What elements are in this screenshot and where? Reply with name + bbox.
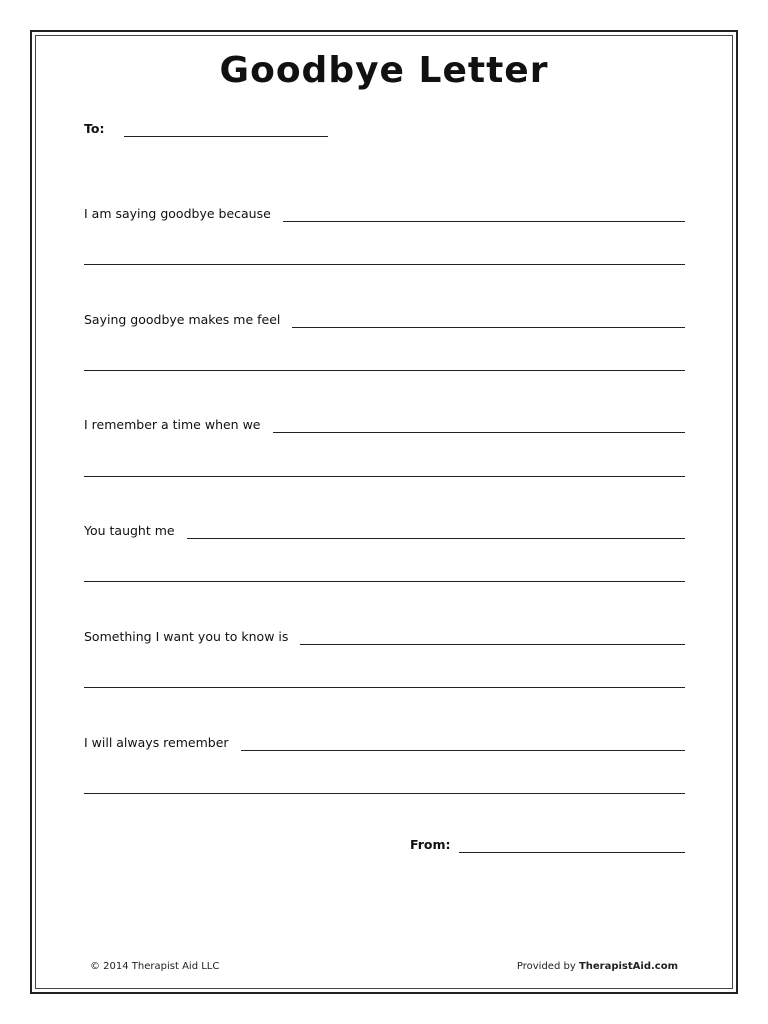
prompt-write-line xyxy=(300,643,685,645)
provided-by-prefix: Provided by xyxy=(516,961,576,972)
prompt-label: I am saying goodbye because xyxy=(84,206,271,221)
prompt-row-always-remember xyxy=(84,736,685,751)
extra-write-line xyxy=(84,370,685,371)
prompt-label: I remember a time when we xyxy=(84,417,261,432)
prompt-write-line xyxy=(273,431,686,433)
from-label: From: xyxy=(410,837,451,852)
prompt-label: You taught me xyxy=(84,523,175,538)
from-write-line xyxy=(459,851,685,853)
prompt-label: Saying goodbye makes me feel xyxy=(84,312,281,327)
extra-write-line xyxy=(84,581,685,582)
copyright-text: © 2014 Therapist Aid LLC xyxy=(90,961,220,972)
prompt-row-you-taught-me xyxy=(84,524,685,539)
prompt-label: I will always remember xyxy=(84,735,229,750)
extra-write-line xyxy=(84,264,685,265)
prompt-row-remember-a-time xyxy=(84,418,685,433)
page-title: Goodbye Letter xyxy=(219,50,549,91)
to-write-line xyxy=(124,135,328,137)
prompt-write-line xyxy=(187,537,685,539)
extra-write-line xyxy=(84,687,685,688)
prompt-row-want-you-to-know xyxy=(84,630,685,645)
prompt-row-saying-goodbye-because xyxy=(84,207,685,222)
prompt-write-line xyxy=(292,326,685,328)
extra-write-line xyxy=(84,793,685,794)
prompt-write-line xyxy=(241,749,685,751)
extra-write-line xyxy=(84,476,685,477)
prompt-label: Something I want you to know is xyxy=(84,629,289,644)
prompt-row-makes-me-feel xyxy=(84,313,685,328)
to-label: To: xyxy=(84,121,105,136)
prompt-write-line xyxy=(283,220,685,222)
provided-by-text xyxy=(517,961,678,972)
from-field xyxy=(410,838,685,853)
to-field xyxy=(84,122,328,137)
provided-by-brand: TherapistAid.com xyxy=(578,961,678,972)
